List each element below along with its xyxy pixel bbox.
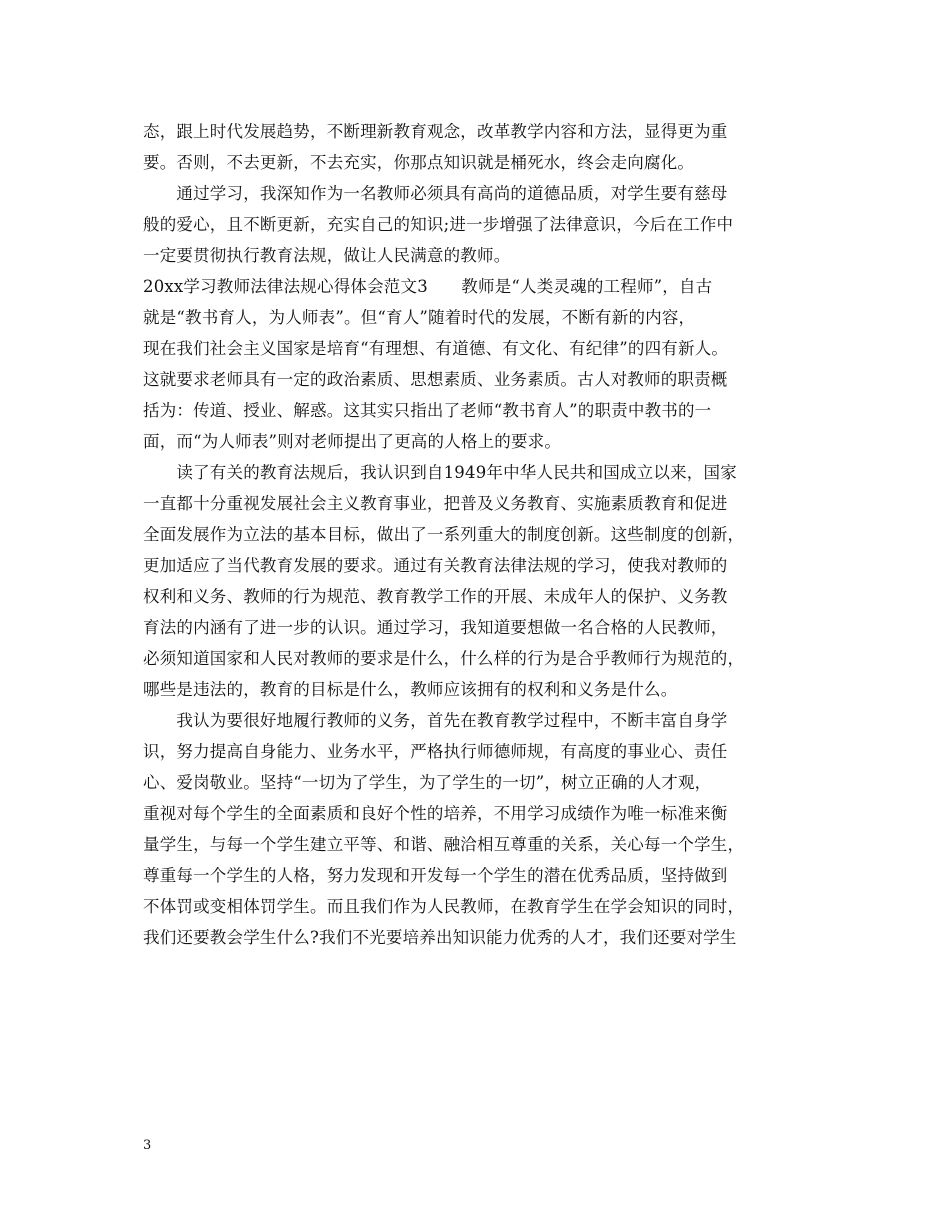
- text-line: 量学生，与每一个学生建立平等、和谐、融洽相互尊重的关系，关心每一个学生，: [143, 835, 745, 854]
- body-text: [143, 116, 823, 953]
- text-line: 要。否则，不去更新，不去充实，你那点知识就是桶死水，终会走向腐化。: [143, 153, 695, 172]
- text-line: 态，跟上时代发展趋势，不断理新教育观念，改革教学内容和方法，显得更为重: [143, 122, 728, 141]
- text-line: 权利和义务、教师的行为规范、教育教学工作的开展、未成年人的保护、义务教: [143, 587, 728, 606]
- text-line: 更加适应了当代教育发展的要求。通过有关教育法律法规的学习，使我对教师的: [143, 556, 728, 575]
- text-line: 心、爱岗敬业。坚持“一切为了学生，为了学生的一切”，树立正确的人才观，: [143, 773, 712, 792]
- text-line: 20xx学习教师法律法规心得体会范文3 教师是“人类灵魂的工程师”，自古: [143, 277, 713, 296]
- text-line: 育法的内涵有了进一步的认识。通过学习，我知道要想做一名合格的人民教师，: [143, 618, 728, 637]
- text-line: 尊重每一个学生的人格，努力发现和开发每一个学生的潜在优秀品质，坚持做到: [143, 866, 728, 885]
- text-line: 我认为要很好地履行教师的义务，首先在教育教学过程中，不断丰富自身学: [143, 711, 728, 730]
- text-line: 括为：传道、授业、解惑。这其实只指出了老师“教书育人”的职责中教书的一: [143, 401, 712, 420]
- text-line: 识，努力提高自身能力、业务水平，严格执行师德师规，有高度的事业心、责任: [143, 742, 728, 761]
- text-line: 读了有关的教育法规后，我认识到自1949年中华人民共和国成立以来，国家: [143, 463, 737, 482]
- text-line: 重视对每个学生的全面素质和良好个性的培养，不用学习成绩作为唯一标准来衡: [143, 804, 728, 823]
- text-line: 必须知道国家和人民对教师的要求是什么，什么样的行为是合乎教师行为规范的，: [143, 649, 745, 668]
- text-line: 不体罚或变相体罚学生。而且我们作为人民教师，在教育学生在学会知识的同时，: [143, 897, 745, 916]
- text-line: 现在我们社会主义国家是培育“有理想、有道德、有文化、有纪律”的四有新人。: [143, 339, 729, 358]
- text-line: 般的爱心，且不断更新，充实自己的知识;进一步增强了法律意识，今后在工作中: [143, 215, 734, 234]
- text-line: 我们还要教会学生什么?我们不光要培养出知识能力优秀的人才，我们还要对学生: [143, 928, 737, 947]
- text-line: 一直都十分重视发展社会主义教育事业，把普及义务教育、实施素质教育和促进: [143, 494, 728, 513]
- text-line: 就是“教书育人，为人师表”。但“育人”随着时代的发展，不断有新的内容，: [143, 308, 696, 327]
- text-line: 这就要求老师具有一定的政治素质、思想素质、业务素质。古人对教师的职责概: [143, 370, 728, 389]
- text-line: 一定要贯彻执行教育法规，做让人民满意的教师。: [143, 246, 511, 265]
- text-line: 全面发展作为立法的基本目标，做出了一系列重大的制度创新。这些制度的创新，: [143, 525, 745, 544]
- text-line: 面，而“为人师表”则对老师提出了更高的人格上的要求。: [143, 432, 562, 451]
- text-line: 通过学习，我深知作为一名教师必须具有高尚的道德品质，对学生要有慈母: [143, 184, 728, 203]
- page-number: 3: [143, 1138, 152, 1153]
- text-line: 哪些是违法的，教育的目标是什么，教师应该拥有的权利和义务是什么。: [143, 680, 678, 699]
